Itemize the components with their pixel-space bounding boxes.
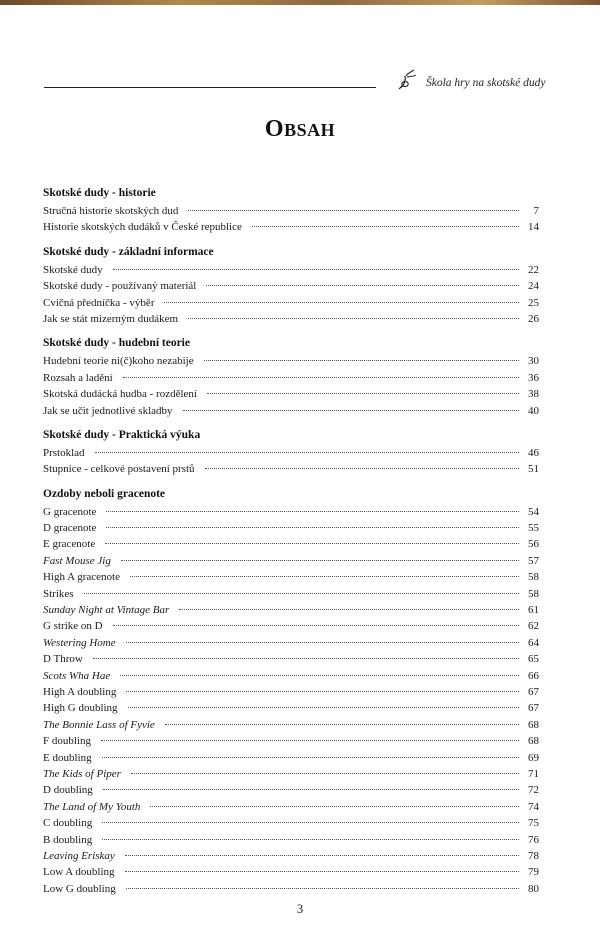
toc-entry xyxy=(43,262,539,278)
toc-entry-page: 58 xyxy=(528,571,539,584)
toc-entry-label: D Throw xyxy=(43,653,83,666)
dot-leader xyxy=(103,789,519,790)
toc-entry-page: 36 xyxy=(528,371,539,384)
toc-entry xyxy=(43,370,539,386)
toc-entry-label: The Kids of Piper xyxy=(43,767,121,780)
dot-leader xyxy=(150,806,519,807)
dot-leader xyxy=(206,285,519,286)
toc-entry-page: 38 xyxy=(528,388,539,401)
toc-entry-label: Sunday Night at Vintage Bar xyxy=(43,604,170,617)
toc-entry-label: E gracenote xyxy=(43,538,96,551)
toc-entry-page: 76 xyxy=(528,833,539,846)
toc-entry-page: 68 xyxy=(528,718,539,731)
toc-entry xyxy=(43,799,539,815)
toc-entry-page: 67 xyxy=(528,685,539,698)
toc-entry-label: Prstoklad xyxy=(43,446,85,459)
toc-entry-page: 14 xyxy=(528,221,539,234)
toc-entry xyxy=(43,278,539,294)
toc-entry-label: Cvičná předníčka - výběr xyxy=(43,296,155,309)
toc-entry xyxy=(43,864,539,880)
toc-entry-label: Stručná historie skotských dud xyxy=(43,205,179,217)
toc-entry-page: 65 xyxy=(528,653,539,666)
toc-entry xyxy=(43,295,539,311)
toc-entry-label: Scots Wha Hae xyxy=(43,669,111,682)
toc-entry xyxy=(43,881,539,897)
toc-entry-page: 57 xyxy=(528,554,539,567)
page-number: 3 xyxy=(296,902,304,916)
toc-entry-page: 51 xyxy=(528,463,539,476)
toc-entry-page: 75 xyxy=(528,817,539,830)
dot-leader xyxy=(123,377,519,378)
toc-entry-page: 40 xyxy=(528,404,539,417)
toc-entry-page: 69 xyxy=(528,751,539,764)
dot-leader xyxy=(113,269,519,270)
toc-entry-label: Westering Home xyxy=(43,636,116,649)
toc-entry-page: 30 xyxy=(528,355,539,368)
toc-entry xyxy=(43,668,539,684)
dot-leader xyxy=(102,822,519,823)
toc-entry-page: 26 xyxy=(528,312,539,325)
toc-entry-label: High A doubling xyxy=(43,685,117,698)
dot-leader xyxy=(84,593,519,594)
dot-leader xyxy=(188,210,519,211)
toc-entry xyxy=(43,311,539,327)
toc-entry-label: D gracenote xyxy=(43,522,97,535)
toc-entry-page: 61 xyxy=(528,604,539,617)
toc-entry-page: 24 xyxy=(528,280,539,293)
dot-leader xyxy=(165,724,519,725)
toc-entry xyxy=(43,219,539,235)
dot-leader xyxy=(130,576,519,577)
dot-leader xyxy=(126,642,519,643)
header-rule xyxy=(44,87,376,88)
dot-leader xyxy=(164,302,519,303)
running-title: Škola hry na skotské dudy xyxy=(426,77,546,89)
dot-leader xyxy=(179,609,519,610)
toc-entry-page: 64 xyxy=(528,636,539,649)
toc-entry-page: 67 xyxy=(528,702,539,715)
dot-leader xyxy=(183,410,519,411)
dot-leader xyxy=(113,625,519,626)
dot-leader xyxy=(93,658,519,659)
toc-entry-label: Skotské dudy - používaný materiál xyxy=(43,280,197,293)
toc-entry xyxy=(43,504,539,520)
top-edge-strip xyxy=(0,0,600,5)
section-heading: Ozdoby neboli gracenote xyxy=(43,487,166,500)
toc-entry xyxy=(43,445,539,461)
table-of-contents xyxy=(43,183,539,897)
toc-entry xyxy=(43,520,539,536)
toc-entry-page: 25 xyxy=(528,296,539,309)
section-heading: Skotské dudy - historie xyxy=(43,187,156,199)
toc-entry xyxy=(43,717,539,733)
toc-entry xyxy=(43,403,539,419)
toc-entry-label: B doubling xyxy=(43,833,93,846)
toc-entry xyxy=(43,815,539,831)
toc-entry-label: Stupnice - celkové postavení prstů xyxy=(43,463,195,476)
toc-entry-page: 79 xyxy=(528,866,539,879)
toc-entry xyxy=(43,553,539,569)
toc-entry-label: Jak se stát mizerným dudákem xyxy=(43,312,179,325)
toc-entry-page: 22 xyxy=(528,263,539,276)
toc-entry xyxy=(43,569,539,585)
dot-leader xyxy=(188,318,519,319)
toc-entry xyxy=(43,700,539,716)
toc-entry-label: The Bonnie Lass of Fyvie xyxy=(43,718,155,731)
toc-entry xyxy=(43,386,539,402)
toc-entry xyxy=(43,461,539,477)
toc-entry-page: 56 xyxy=(528,538,539,551)
page-title: OBSAH xyxy=(264,116,336,142)
toc-entry xyxy=(43,766,539,782)
toc-entry xyxy=(43,848,539,864)
toc-entry xyxy=(43,618,539,634)
toc-entry xyxy=(43,651,539,667)
section-heading: Skotské dudy - Praktická výuka xyxy=(43,428,201,441)
dot-leader xyxy=(126,888,519,889)
toc-entry xyxy=(43,684,539,700)
toc-entry xyxy=(43,602,539,618)
toc-entry xyxy=(43,536,539,552)
toc-entry-page: 58 xyxy=(528,587,539,600)
toc-entry-label: C doubling xyxy=(43,817,93,830)
toc-entry-label: Leaving Eriskay xyxy=(43,849,115,862)
toc-entry-label: D doubling xyxy=(43,784,93,797)
toc-entry xyxy=(43,832,539,848)
toc-entry-page: 68 xyxy=(528,735,539,748)
dot-leader xyxy=(125,871,519,872)
toc-entry-label: Skotské dudy xyxy=(43,263,103,276)
thistle-flourish-icon xyxy=(396,68,420,92)
toc-entry xyxy=(43,635,539,651)
toc-entry-page: 74 xyxy=(528,800,539,813)
dot-leader xyxy=(102,839,519,840)
toc-entry-label: G strike on D xyxy=(43,620,103,633)
toc-entry-page: 78 xyxy=(528,849,539,862)
dot-leader xyxy=(101,740,519,741)
dot-leader xyxy=(128,707,519,708)
dot-leader xyxy=(121,560,519,561)
toc-entry-label: High A gracenote xyxy=(43,571,120,584)
toc-entry-label: High G doubling xyxy=(43,702,118,715)
toc-entry-label: The Land of My Youth xyxy=(43,800,141,813)
dot-leader xyxy=(207,393,519,394)
toc-entry-page: 54 xyxy=(528,505,539,518)
dot-leader xyxy=(126,691,519,692)
toc-entry-page: 7 xyxy=(533,205,539,217)
dot-leader xyxy=(131,773,519,774)
toc-entry xyxy=(43,353,539,369)
dot-leader xyxy=(95,452,519,453)
toc-entry xyxy=(43,782,539,798)
toc-entry xyxy=(43,586,539,602)
dot-leader xyxy=(120,675,519,676)
dot-leader xyxy=(252,226,519,227)
dot-leader xyxy=(204,360,519,361)
toc-entry-label: Strikes xyxy=(43,587,74,600)
dot-leader xyxy=(125,855,519,856)
toc-entry-label: Low A doubling xyxy=(43,866,115,879)
toc-entry-label: F doubling xyxy=(43,735,91,748)
toc-entry-page: 66 xyxy=(528,669,539,682)
toc-entry-label: G gracenote xyxy=(43,505,97,518)
section-heading: Skotské dudy - základní informace xyxy=(43,245,214,258)
dot-leader xyxy=(106,527,519,528)
toc-entry-label: Jak se učit jednotlivé skladby xyxy=(43,404,173,417)
toc-entry-label: Hudební teorie ni(č)koho nezabije xyxy=(43,355,194,368)
toc-entry-label: Rozsah a ladění xyxy=(43,371,113,384)
toc-entry xyxy=(43,203,539,219)
toc-entry-label: Low G doubling xyxy=(43,882,116,895)
toc-entry-page: 72 xyxy=(528,784,539,797)
dot-leader xyxy=(205,468,519,469)
toc-entry-page: 46 xyxy=(528,446,539,459)
section-heading: Skotské dudy - hudební teorie xyxy=(43,337,190,350)
dot-leader xyxy=(102,757,519,758)
toc-entry-label: Fast Mouse Jig xyxy=(43,554,111,567)
dot-leader xyxy=(106,511,519,512)
toc-entry-label: Skotská dudácká hudba - rozdělení xyxy=(43,388,197,401)
toc-entry-label: E doubling xyxy=(43,751,92,764)
toc-entry-page: 80 xyxy=(528,882,539,895)
toc-entry xyxy=(43,750,539,766)
toc-entry-page: 62 xyxy=(528,620,539,633)
dot-leader xyxy=(105,543,519,544)
toc-entry-label: Historie skotských dudáků v České republice xyxy=(43,221,242,234)
toc-entry xyxy=(43,733,539,749)
toc-entry-page: 71 xyxy=(528,767,539,780)
toc-entry-page: 55 xyxy=(528,522,539,535)
